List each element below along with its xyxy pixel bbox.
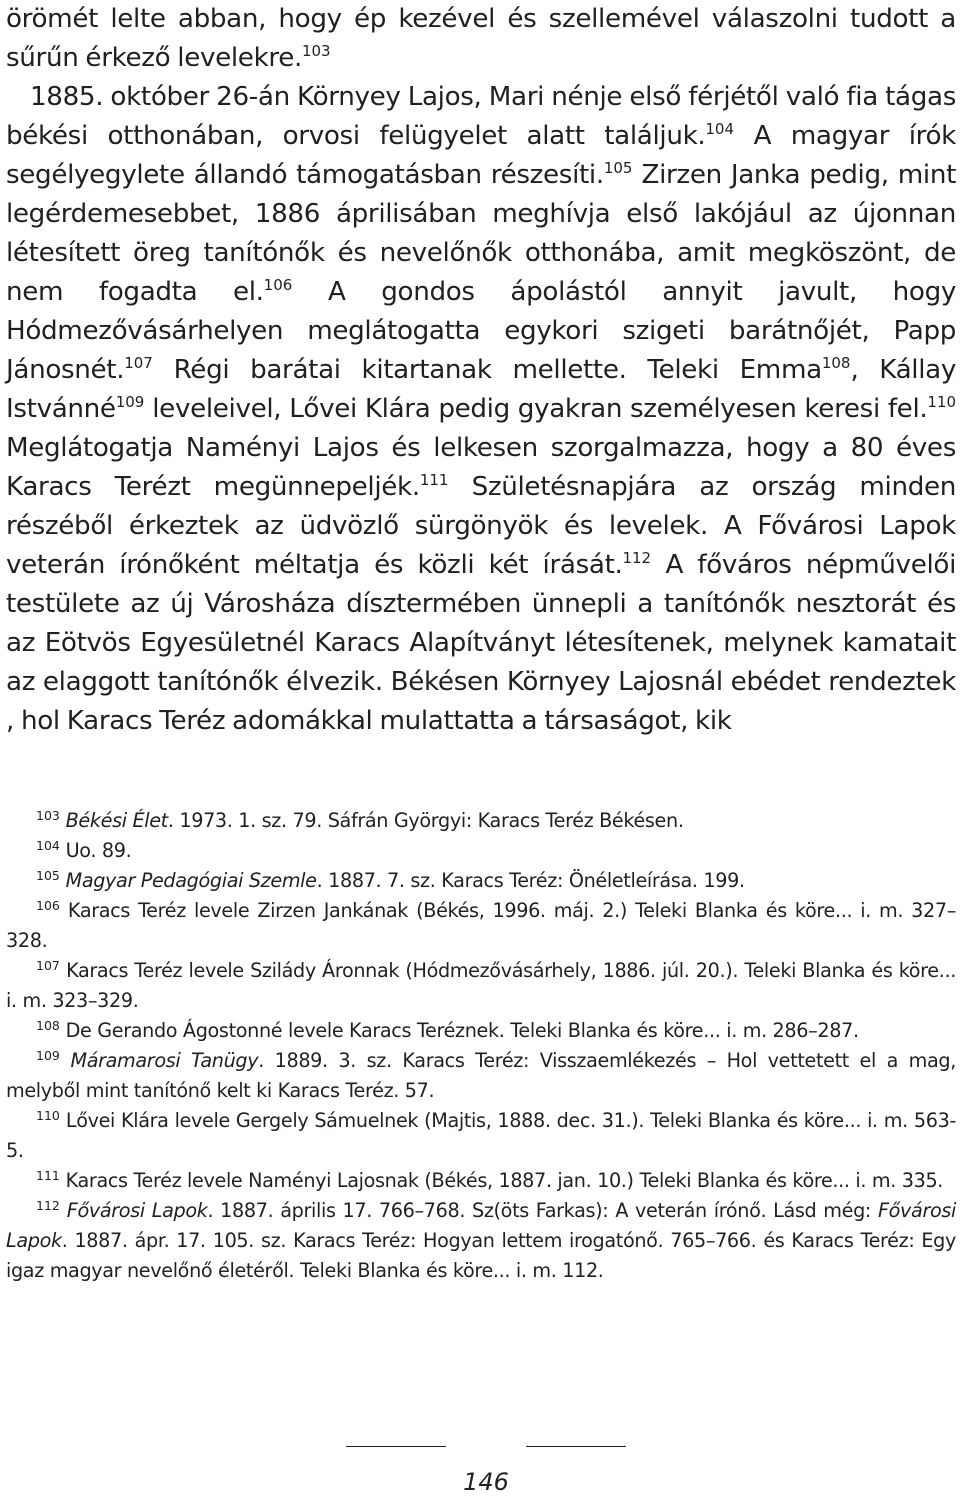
footnote-ref-107[interactable]: 107 [124,354,153,372]
footnote-number: 109 [36,1048,60,1063]
footnote-source-title: Magyar Pedagógiai Szemle [65,869,317,892]
footnote-103: $^{103}$ Békési Élet. 1973. 1. sz. 79. Sáfrán Györgyi: Karacs Teréz Békésen. [36,808,684,832]
main-text [6,0,956,741]
footnote-106: $^{106}$ Karacs Teréz levele Zirzen Jankának (Békés, 1996. máj. 2.) Teleki Blanka és köre... i. m. 327–328. [6,898,956,952]
page-number: 146 [463,1468,509,1496]
footnote-107: $^{107}$ Karacs Teréz levele Szilády Áronnak (Hódmezővásárhely, 1886. júl. 20.). Teleki Blanka és köre... i. m. 323–329. [6,958,956,1012]
footnote-ref-103[interactable]: 103 [301,42,331,60]
footnote-ref-109[interactable]: 109 [115,393,145,411]
document-page [6,0,956,1497]
footnote-source-title: Fővárosi Lapok [66,1199,208,1222]
footnote-104: $^{104}$ Uo. 89. [36,838,132,862]
footnotes [6,806,956,1286]
footnote-ref-108[interactable]: 108 [821,354,851,372]
footnote-112: $^{112}$ Fővárosi Lapok. 1887. április 17. 766–768. Sz(öts Farkas): A veterán írónő. Lásd még: Fővárosi Lapok. 1887. ápr. 17. 105. sz. Karacs Teréz: Hogyan lettem irogatónő. 765–766. és Karacs Teréz: Egy igaz magyar nevelőnő életéről. Teleki Blanka és köre... i. m. 112. [6,1198,956,1282]
footnote-109: $^{109}$ Máramarosi Tanügy. 1889. 3. sz. Karacs Teréz: Visszaemlékezés – Hol vettetett el a mag, melyből mint tanítónő kelt ki Karacs Teréz. 57. [6,1048,956,1102]
footnote-ref-112[interactable]: 112 [622,549,652,567]
paragraph-continuation: örömét lelte abban, hogy ép kezével és szellemével válaszolni tudott a sűrűn érkező levelekre.$^{103}$ [6,4,956,73]
footnote-source-title: Máramarosi Tanügy [70,1049,259,1072]
footnote-source-title: Fővárosi Lapok [6,1199,956,1252]
footnote-ref-106[interactable]: 106 [263,276,293,294]
footnote-108: $^{108}$ De Gerando Ágostonné levele Karacs Teréznek. Teleki Blanka és köre... i. m. 286–287. [36,1018,859,1042]
footnote-number: 103 [36,808,60,823]
footnote-number: 104 [36,838,60,853]
footnote-ref-110[interactable]: 110 [927,393,956,411]
footnote-number: 111 [36,1168,60,1183]
page-number-rule-left [346,1446,446,1447]
footnote-ref-104[interactable]: 104 [705,120,735,138]
footnote-ref-105[interactable]: 105 [603,159,633,177]
footnote-number: 108 [36,1018,60,1033]
footnote-number: 105 [36,868,60,883]
footnote-number: 110 [36,1108,60,1123]
footnote-105: $^{105}$ Magyar Pedagógiai Szemle. 1887. 7. sz. Karacs Teréz: Önéletleírása. 199. [36,868,745,892]
footnote-111: $^{111}$ Karacs Teréz levele Naményi Lajosnak (Békés, 1887. jan. 10.) Teleki Blanka és köre... i. m. 335. [36,1168,944,1192]
footnote-number: 107 [36,958,60,973]
paragraph-1885: 1885. október 26-án Környey Lajos, Mari nénje első férjétől való fia tágas békési otthonában, orvosi felügyelet alatt találjuk.$^{104}$ A magyar írók segélyegylete állandó támogatásban részesíti.$^{105}$ Zirzen Janka pedig, mint legérdemesebbet, 1886 áprilisában meghívja első lakójául az újonnan létesített öreg tanítónők és nevelőnők otthonába, amit megköszönt, de nem fogadta el.$^{106}$ A gondos ápolástól annyit javult, hogy Hódmezővásárhelyen meglátogatta egykori szigeti barátnőjét, Papp Jánosnét.$^{107}$ Régi barátai kitartanak mellette. Teleki Emma$^{108}$, Kállay Istvánné$^{109}$ leveleivel, Lővei Klára pedig gyakran személyesen keresi fel.$^{110}$ Meglátogatja Naményi Lajos és lelkesen szorgalmazza, hogy a 80 éves Karacs Terézt megünnepeljék.$^{111}$ Születésnapjára az ország minden részéből érkeztek az üdvözlő sürgönyök és levelek. A Fővárosi Lapok veterán írónőként méltatja és közli két írását.$^{112}$ A főváros népművelői testülete az új Városháza dísztermében ünnepli a tanítónők nesztorát és az Eötvös Egyesületnél Karacs Alapítványt létesítenek, melynek kamatait az elaggott tanítónők élvezik. Békésen Környey Lajosnál ebédet rendeztek , hol Karacs Teréz adomákkal mulattatta a társaságot, kik [6,82,956,736]
footnote-number: 106 [36,898,60,913]
footnote-110: $^{110}$ Lővei Klára levele Gergely Sámuelnek (Majtis, 1888. dec. 31.). Teleki Blanka és köre... i. m. 563-5. [6,1108,957,1162]
footnote-ref-111[interactable]: 111 [419,471,449,489]
page-number-rule-right [526,1446,626,1447]
footnote-number: 112 [36,1198,60,1213]
footnote-source-title: Békési Élet [65,809,168,832]
